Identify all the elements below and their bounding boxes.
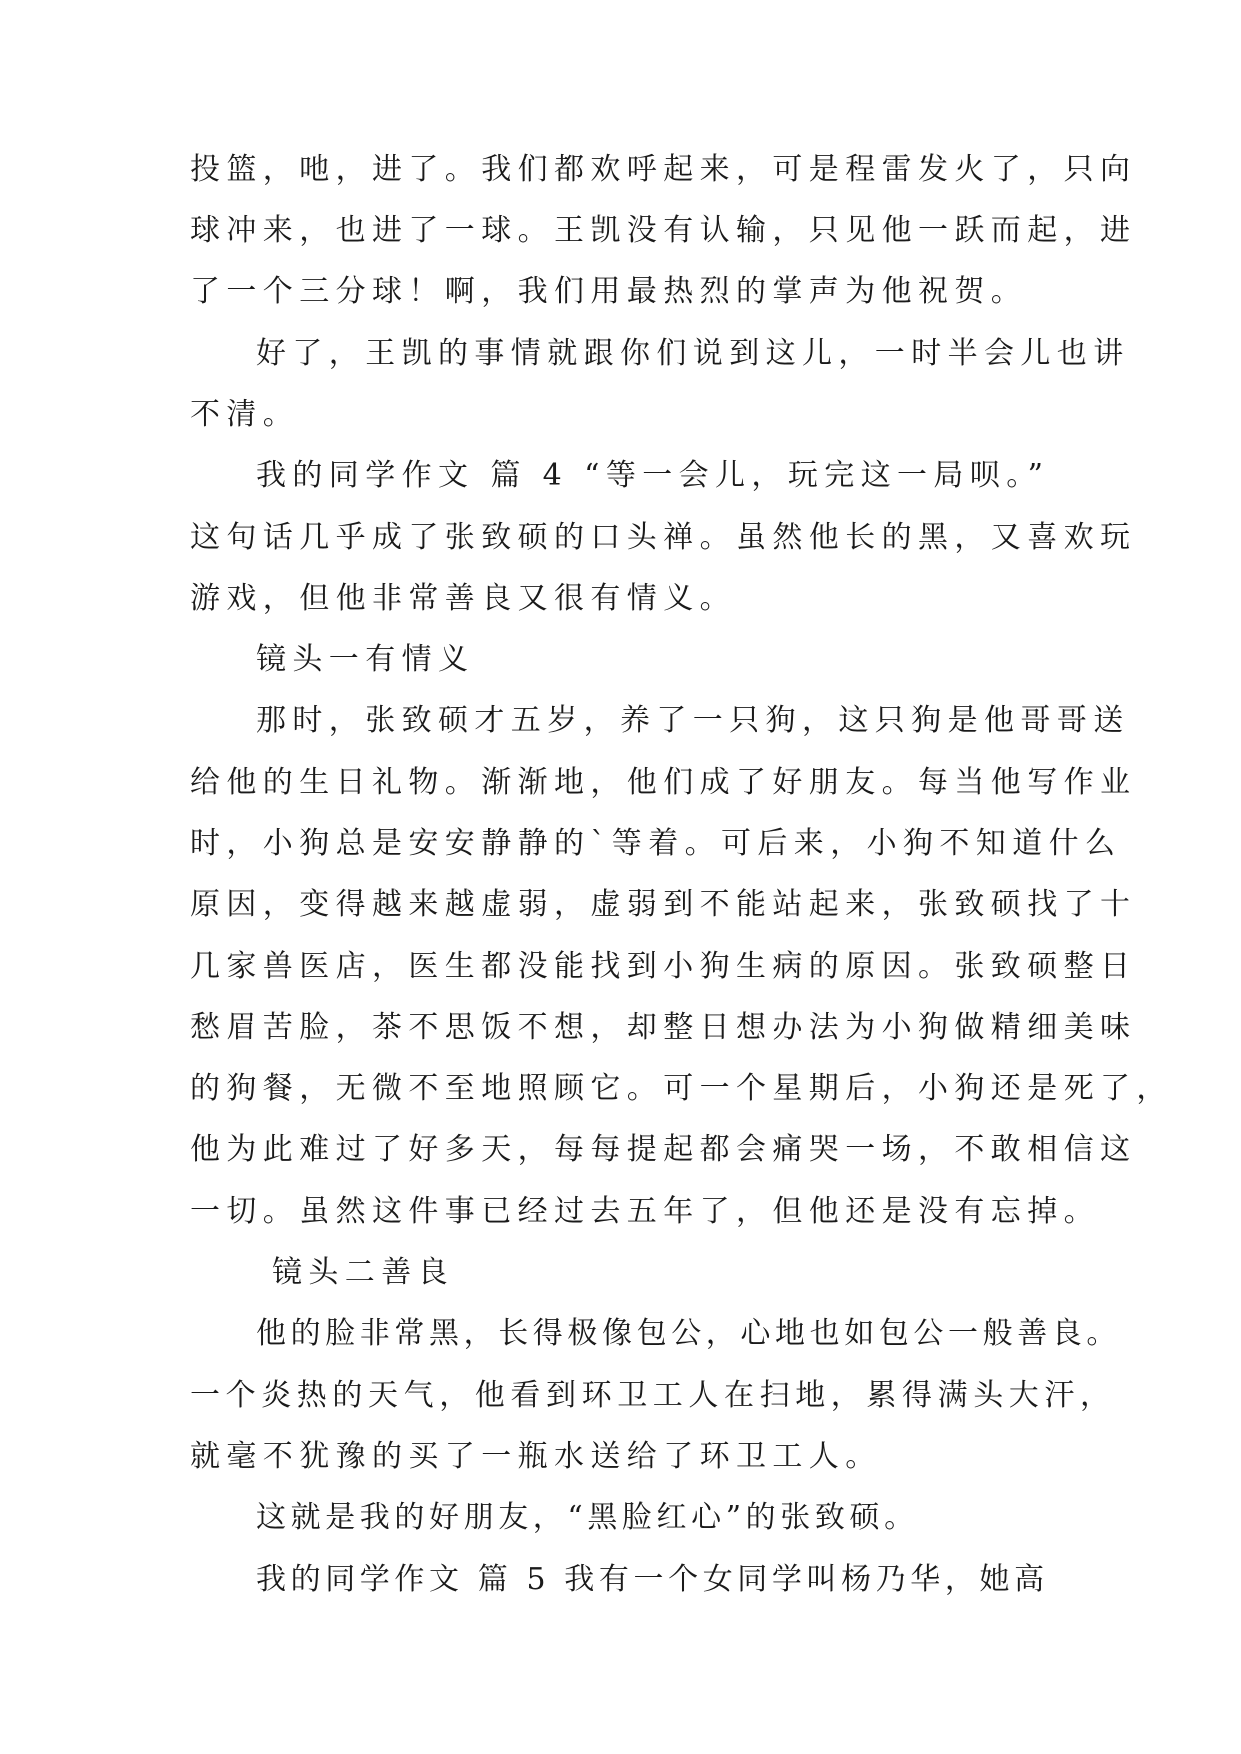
- text-line: 不清。: [190, 397, 300, 432]
- text-line: 的狗餐，无微不至地照顾它。可一个星期后，小狗还是死了，: [190, 1071, 1173, 1106]
- text-line: 投篮，吔，进了。我们都欢呼起来，可是程雷发火了，只向: [190, 152, 1137, 187]
- text-line: 了一个三分球！啊，我们用最热烈的掌声为他祝贺。: [190, 274, 1028, 309]
- text-line: 一切。虽然这件事已经过去五年了，但他还是没有忘掉。: [190, 1194, 1100, 1229]
- paragraph-first-line: 那时，张致硕才五岁，养了一只狗，这只狗是他哥哥送: [256, 703, 1130, 738]
- text-line: 一个炎热的天气，他看到环卫工人在扫地，累得满头大汗，: [190, 1378, 1116, 1413]
- section-heading-line: 我的同学作文 篇 4 “等一会儿，玩完这一局呗。”: [256, 458, 1050, 493]
- text-line: 这句话几乎成了张致硕的口头禅。虽然他长的黑，又喜欢玩: [190, 520, 1137, 555]
- text-line: 愁眉苦脸，茶不思饭不想，却整日想办法为小狗做精细美味: [190, 1010, 1137, 1045]
- text-line: 球冲来，也进了一球。王凯没有认输，只见他一跃而起，进: [190, 213, 1137, 248]
- text-line: 时，小狗总是安安静静的`等着。可后来，小狗不知道什么: [190, 826, 1122, 861]
- text-line: 就毫不犹豫的买了一瓶水送给了环卫工人。: [190, 1439, 882, 1474]
- text-line: 给他的生日礼物。渐渐地，他们成了好朋友。每当他写作业: [190, 765, 1137, 800]
- text-line: 他为此难过了好多天，每每提起都会痛哭一场，不敢相信这: [190, 1132, 1137, 1167]
- paragraph-first-line: 好了，王凯的事情就跟你们说到这儿，一时半会儿也讲: [256, 336, 1130, 371]
- paragraph-first-line: 这就是我的好朋友，“黑脸红心”的张致硕。: [256, 1500, 919, 1535]
- section-heading-line: 我的同学作文 篇 5 我有一个女同学叫杨乃华，她高: [256, 1562, 1049, 1597]
- subheading: 镜头二善良: [272, 1255, 454, 1290]
- paragraph-first-line: 他的脸非常黑，长得极像包公，心地也如包公一般善良。: [256, 1316, 1121, 1351]
- subheading: 镜头一有情义: [256, 642, 475, 677]
- text-line: 游戏，但他非常善良又很有情义。: [190, 581, 736, 616]
- text-line: 几家兽医店，医生都没能找到小狗生病的原因。张致硕整日: [190, 949, 1137, 984]
- text-line: 原因，变得越来越虚弱，虚弱到不能站起来，张致硕找了十: [190, 887, 1137, 922]
